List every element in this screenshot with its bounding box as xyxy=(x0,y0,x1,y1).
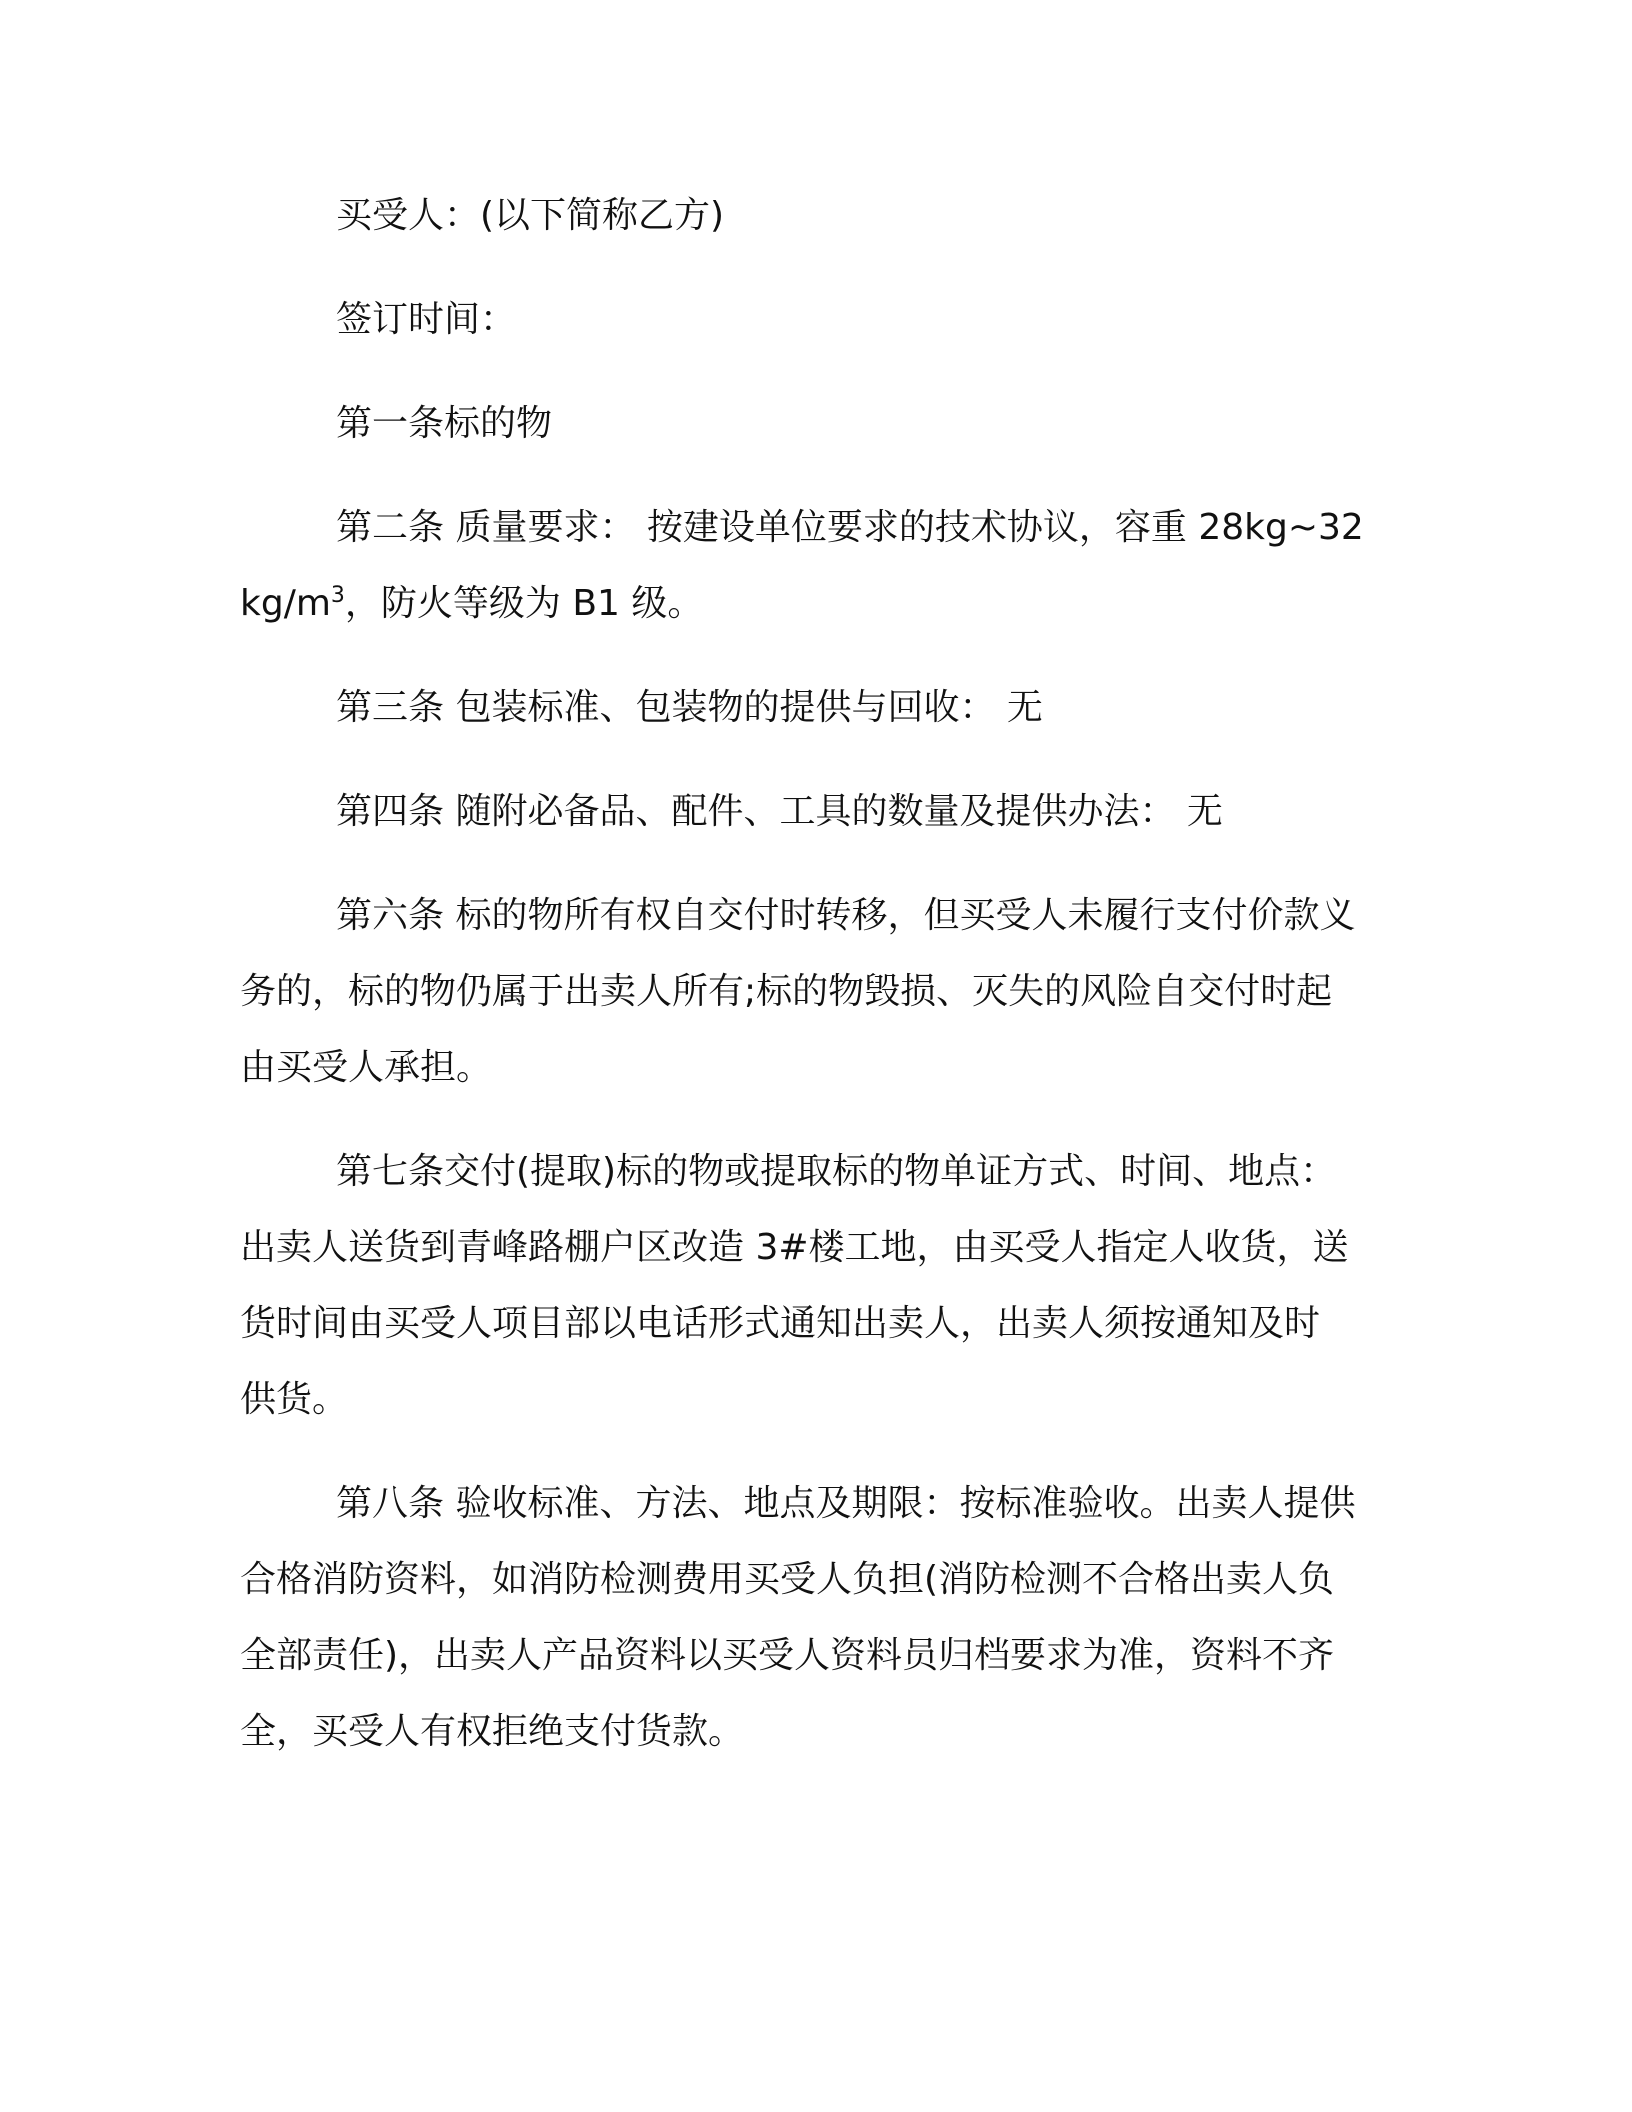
article-2-line-2 xyxy=(240,566,1390,642)
buyer-line xyxy=(240,178,1390,254)
article-6-line-1: 第六条 标的物所有权自交付时转移，但买受人未履行支付价款义 xyxy=(336,895,1356,936)
article-8-line-2: 合格消防资料，如消防检测费用买受人负担(消防检测不合格出卖人负 xyxy=(240,1559,1335,1600)
article-6-line-2: 务的，标的物仍属于出卖人所有;标的物毁损、灭失的风险自交付时起 xyxy=(240,971,1333,1012)
document-page xyxy=(240,178,1390,1798)
article-2-unit-superscript: 3 xyxy=(330,583,345,608)
article-2 xyxy=(240,490,1390,642)
article-8 xyxy=(240,1466,1390,1770)
article-7-line-2: 出卖人送货到青峰路棚户区改造 3#楼工地，由买受人指定人收货，送 xyxy=(240,1227,1349,1268)
article-6-line-3: 由买受人承担。 xyxy=(240,1047,493,1088)
article-2-unit: kg/m xyxy=(240,583,331,624)
buyer-text: 买受人：(以下简称乙方) xyxy=(336,195,725,236)
article-1-text: 第一条标的物 xyxy=(336,403,553,444)
article-7-line-4: 供货。 xyxy=(240,1379,349,1420)
article-7 xyxy=(240,1134,1390,1438)
signing-time-line xyxy=(240,282,1390,358)
article-8-line-4: 全，买受人有权拒绝支付货款。 xyxy=(240,1711,745,1752)
signing-time-text: 签订时间： xyxy=(336,299,517,340)
article-8-line-3: 全部责任)，出卖人产品资料以买受人资料员归档要求为准，资料不齐 xyxy=(240,1635,1335,1676)
article-6 xyxy=(240,878,1390,1106)
article-2-line-1: 第二条 质量要求： 按建设单位要求的技术协议，容重 28kg~32 xyxy=(336,507,1364,548)
article-3 xyxy=(240,670,1390,746)
article-2-fire-rating: ，防火等级为 B1 级。 xyxy=(344,583,704,624)
article-1 xyxy=(240,386,1390,462)
article-7-line-1: 第七条交付(提取)标的物或提取标的物单证方式、时间、地点： xyxy=(336,1151,1337,1192)
article-3-text: 第三条 包装标准、包装物的提供与回收： 无 xyxy=(336,687,1043,728)
article-4 xyxy=(240,774,1390,850)
article-8-line-1: 第八条 验收标准、方法、地点及期限：按标准验收。出卖人提供 xyxy=(336,1483,1356,1524)
article-4-text: 第四条 随附必备品、配件、工具的数量及提供办法： 无 xyxy=(336,791,1223,832)
article-7-line-3: 货时间由买受人项目部以电话形式通知出卖人，出卖人须按通知及时 xyxy=(240,1303,1321,1344)
